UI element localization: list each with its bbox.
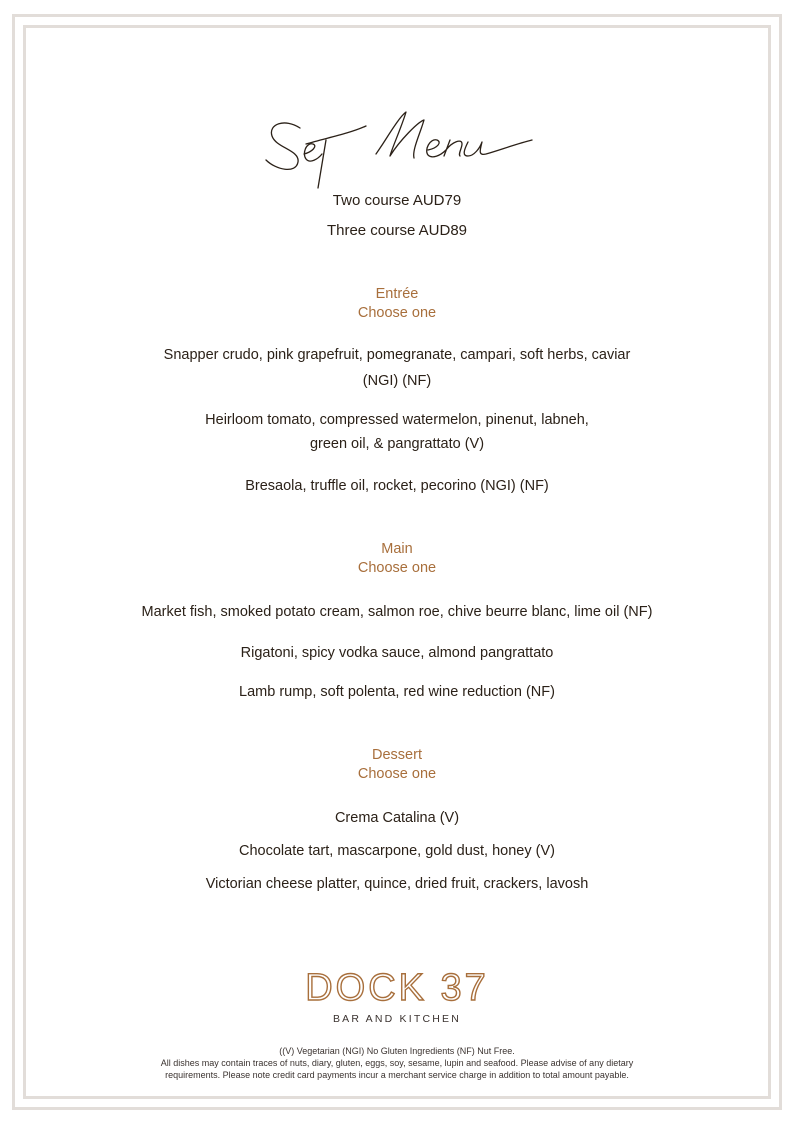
two-course-price: Two course AUD79 <box>332 192 462 209</box>
main-item-2: Rigatoni, spicy vodka sauce, almond pangrattato <box>240 645 554 661</box>
entree-item-2-line1: Heirloom tomato, compressed watermelon, pinenut, labneh, <box>205 412 589 428</box>
dietary-legend: ((V) Vegetarian (NGI) No Gluten Ingredients (NF) Nut Free. <box>279 1046 515 1056</box>
main-item-1: Market fish, smoked potato cream, salmon roe, chive beurre blanc, lime oil (NF) <box>141 604 653 620</box>
logo-wordmark: DOCK 37 <box>305 967 489 1006</box>
main-item-3: Lamb rump, soft polenta, red wine reduction (NF) <box>239 684 555 700</box>
dessert-item-2: Chocolate tart, mascarpone, gold dust, honey (V) <box>239 843 555 859</box>
logo-subtitle: BAR AND KITCHEN <box>332 1013 462 1025</box>
main-subtitle: Choose one <box>357 560 437 576</box>
dessert-heading: Dessert <box>372 747 422 763</box>
entree-item-1-line2: (NGI) (NF) <box>362 373 432 389</box>
entree-item-1-line1: Snapper crudo, pink grapefruit, pomegranate, campari, soft herbs, caviar <box>163 347 631 363</box>
entree-heading: Entrée <box>375 286 419 302</box>
entree-item-2-line2: green oil, & pangrattato (V) <box>309 436 485 452</box>
three-course-price: Three course AUD89 <box>326 222 468 239</box>
set-menu-script-title <box>0 104 794 190</box>
main-heading: Main <box>381 541 413 557</box>
allergen-note-line1: All dishes may contain traces of nuts, diary, gluten, eggs, soy, sesame, lupin and seafood. Please advise of any dietary <box>160 1058 634 1068</box>
dessert-item-1: Crema Catalina (V) <box>334 810 460 826</box>
entree-item-3: Bresaola, truffle oil, rocket, pecorino (NGI) (NF) <box>245 478 549 494</box>
dessert-subtitle: Choose one <box>357 766 437 782</box>
dock37-logo <box>0 962 794 1006</box>
entree-subtitle: Choose one <box>357 305 437 321</box>
dessert-item-3: Victorian cheese platter, quince, dried fruit, crackers, lavosh <box>205 876 589 892</box>
allergen-note-line2: requirements. Please note credit card payments incur a merchant service charge in addition to total amount payable. <box>165 1070 629 1080</box>
